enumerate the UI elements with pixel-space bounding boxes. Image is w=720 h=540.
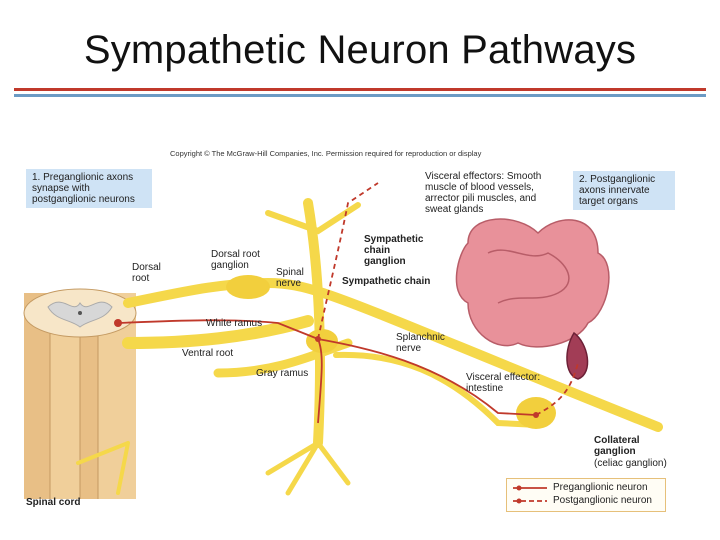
- label-visceral-intestine: Visceral effector: intestine: [466, 372, 541, 394]
- label-gray-ramus: Gray ramus: [256, 368, 309, 379]
- title-divider-red: [14, 88, 706, 91]
- copyright-notice: Copyright © The McGraw-Hill Companies, Inc. Permission required for reproduction or display: [170, 149, 482, 158]
- legend: [506, 478, 666, 512]
- legend-postganglionic: Postganglionic neuron: [553, 495, 652, 506]
- label-collateral-ganglion: Collateral ganglion: [594, 435, 640, 457]
- label-spinal-cord: Spinal cord: [26, 497, 81, 508]
- label-ventral-root: Ventral root: [182, 348, 234, 359]
- label-sympathetic-chain-ganglion: Sympathetic chain ganglion: [364, 234, 424, 267]
- legend-swatches: [511, 479, 551, 509]
- label-celiac-ganglion: (celiac ganglion): [594, 458, 667, 469]
- legend-preganglionic: Preganglionic neuron: [553, 482, 648, 493]
- label-sympathetic-chain: Sympathetic chain: [342, 276, 431, 287]
- title-divider-blue: [14, 94, 706, 97]
- label-visceral-smooth: Visceral effectors: Smooth muscle of blood vessels, arrector pili muscles, and sweat glands: [425, 171, 542, 215]
- label-dorsal-root: Dorsal root: [132, 262, 161, 284]
- slide-title: Sympathetic Neuron Pathways: [83, 28, 637, 72]
- label-dorsal-root-ganglion: Dorsal root ganglion: [211, 249, 260, 271]
- label-white-ramus: White ramus: [206, 318, 263, 329]
- label-splanchnic-nerve: Splanchnic nerve: [396, 332, 445, 354]
- note-postganglionic: 2. Postganglionic axons innervate target organs: [573, 171, 675, 210]
- note-preganglionic: 1. Preganglionic axons synapse with postganglionic neurons: [26, 169, 152, 208]
- dorsal-root-ganglion-shape: [226, 275, 270, 299]
- label-spinal-nerve: Spinal nerve: [276, 267, 304, 289]
